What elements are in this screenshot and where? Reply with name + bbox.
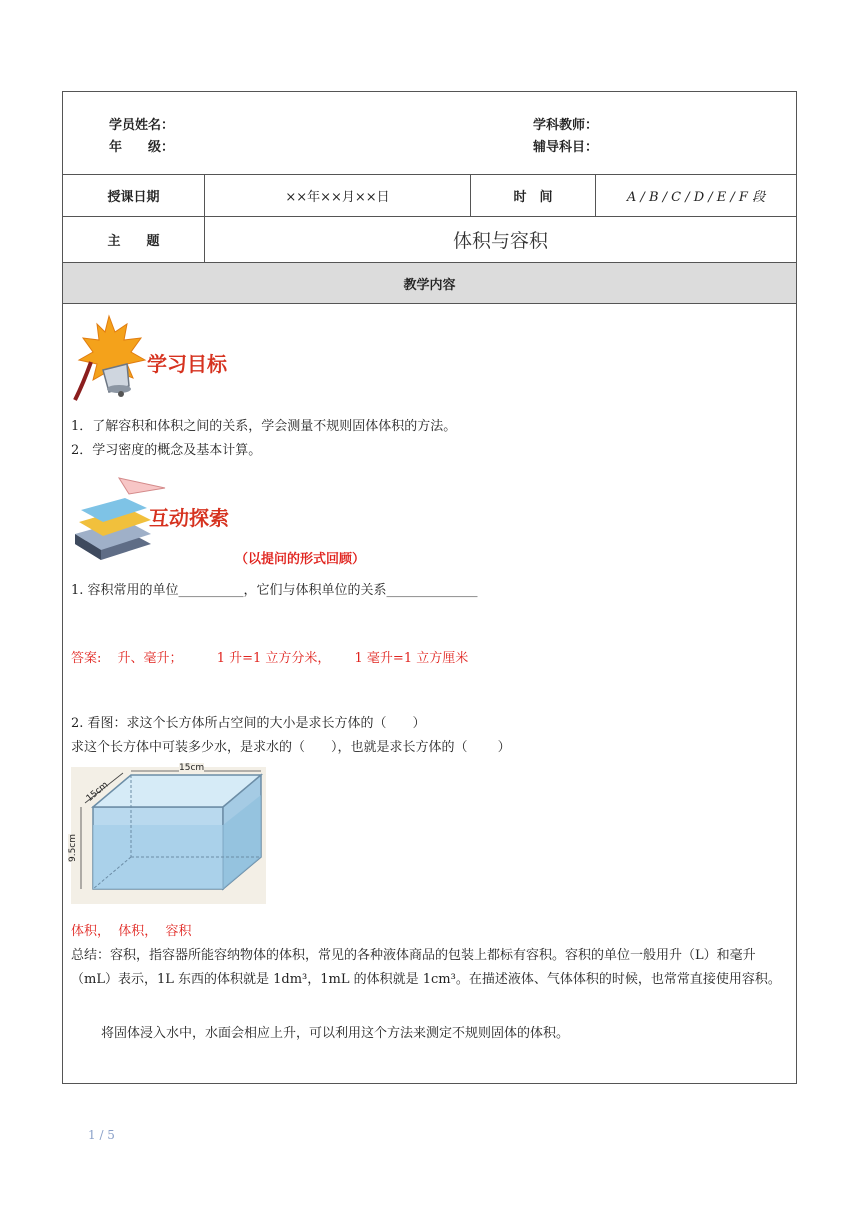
question-1: 1. 容积常用的单位__________，它们与体积单位的关系______________ [71,583,478,598]
height-label: 9.5cm [68,833,79,863]
width-label: 15cm [84,780,111,804]
explore-title: 互动探索 [149,506,229,530]
date-value: ××年××月××日 [205,175,471,216]
topic-row [63,217,796,263]
subject-label: 辅导科目： [533,140,599,155]
answer-1-label: 答案: [71,651,102,666]
goals-title: 学习目标 [147,352,227,376]
student-name-label: 学员姓名： [109,118,175,133]
goals-banner [69,314,259,404]
maple-leaf-bell-icon [69,314,149,404]
date-time-row [63,175,796,217]
lesson-frame [62,91,797,1084]
time-label: 时 间 [471,175,596,216]
goal-item-2: 2．学习密度的概念及基本计算。 [71,443,262,458]
length-label: 15cm [179,763,205,773]
time-value: A / B / C / D / E / F 段 [626,190,766,205]
answer-1-part-1: 升、毫升； [117,651,183,666]
topic-label: 主 题 [63,217,205,262]
note: 将固体浸入水中，水面会相应上升，可以利用这个方法来测定不规则固体的体积。 [101,1026,570,1041]
grade-label: 年 级： [109,140,175,155]
teacher-label: 学科教师： [533,118,599,133]
content-header: 教学内容 [403,277,456,293]
topic-value: 体积与容积 [452,230,548,252]
date-label: 授课日期 [63,175,205,216]
answer-2: 体积， 体积， 容积 [71,924,192,939]
question-2-line-2: 求这个长方体中可装多少水，是求水的（ ），也就是求长方体的（ ） [71,740,511,755]
answer-1-part-2: 1 升=1 立方分米， [216,651,331,666]
cuboid-figure [68,763,266,904]
explore-subtitle: （以提问的形式回顾） [235,552,366,567]
answer-1-part-3: 1 毫升=1 立方厘米 [354,651,469,666]
content-header-row [63,263,796,304]
question-2-line-1: 2. 看图：求这个长方体所占空间的大小是求长方体的（ ） [71,716,426,731]
header-row [63,92,796,175]
goal-item-1: 1．了解容积和体积之间的关系，学会测量不规则固体体积的方法。 [71,419,457,434]
page-number: 1 / 5 [88,1128,115,1142]
answer-1 [71,647,671,671]
summary: 总结：容积，指容器所能容纳物体的体积，常见的各种液体商品的包装上都标有容积。容积的单位一般用升（L）和毫升（mL）表示，1L 东西的体积就是 1dm³，1mL 的体积就是 1cm³。在描述液体、气体体积的时候，也常常直接使用容积。 [71,948,781,987]
